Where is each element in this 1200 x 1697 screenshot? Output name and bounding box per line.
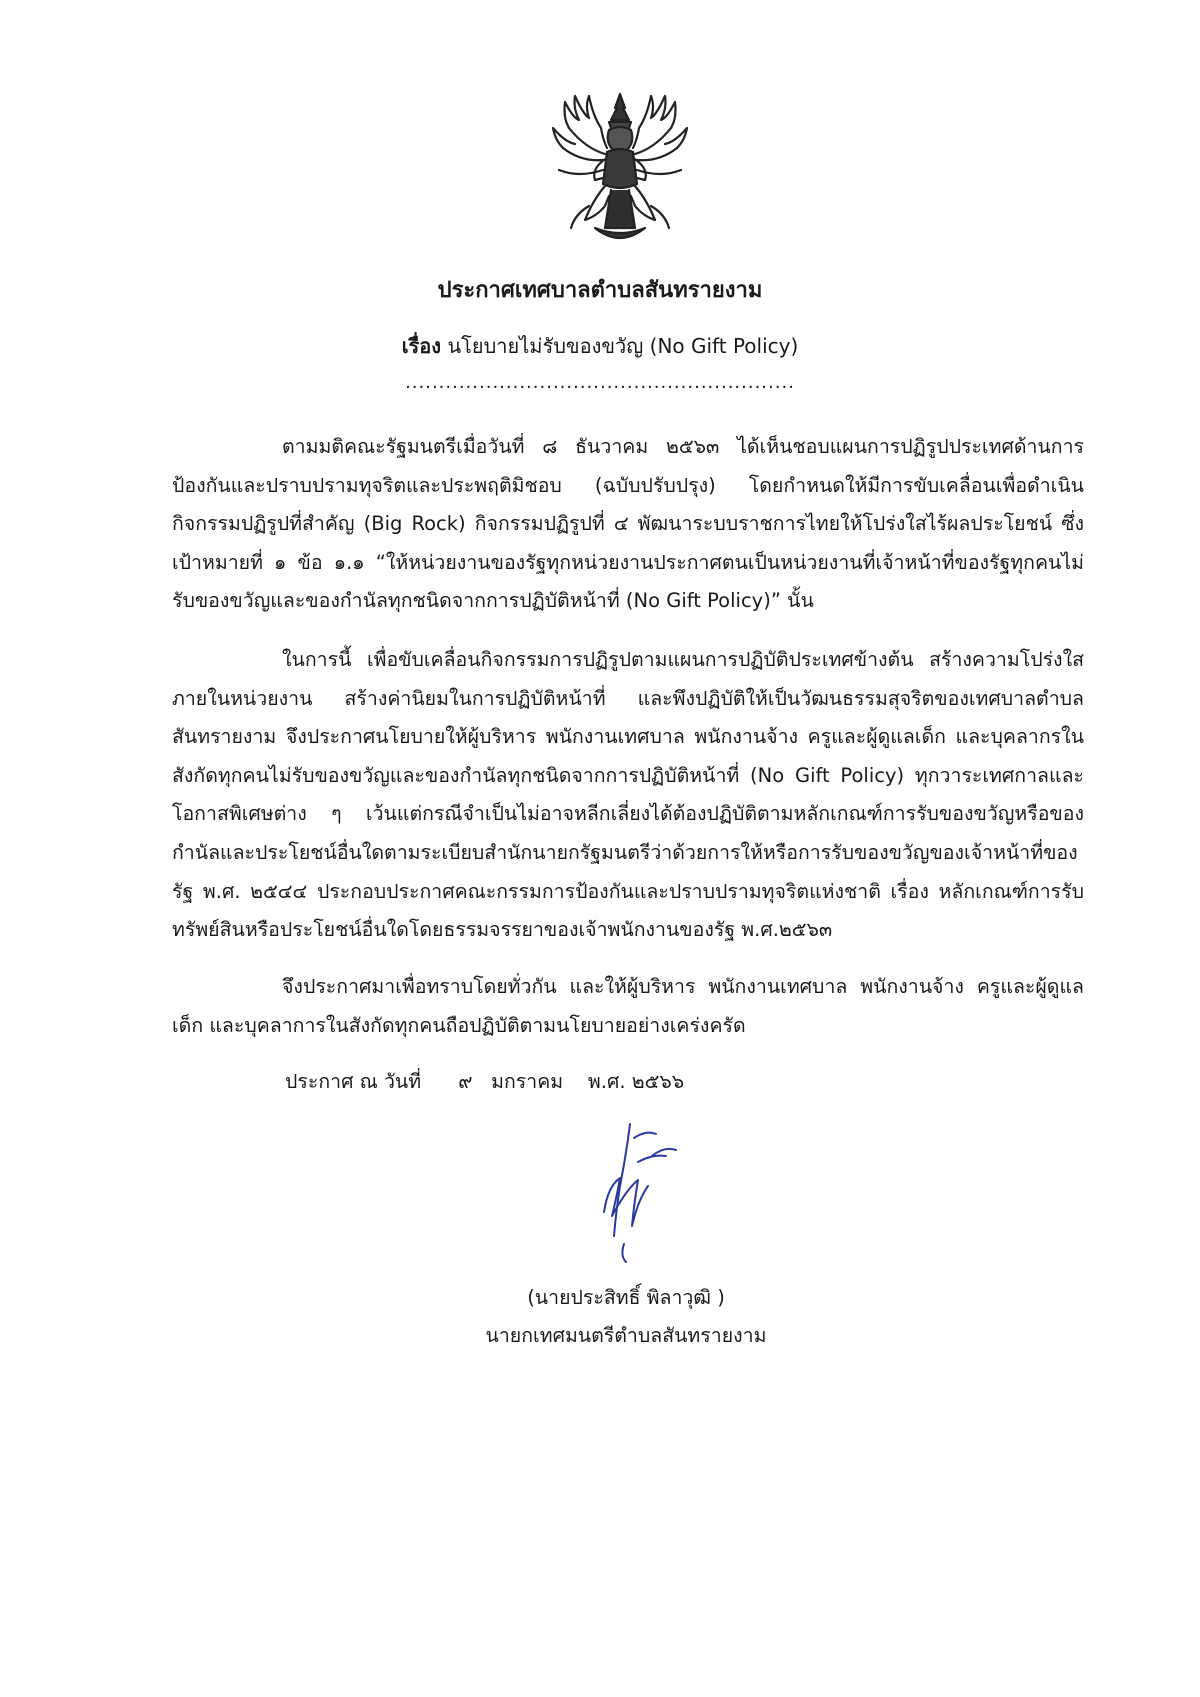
document-title: ประกาศเทศบาลตำบลสันทรายงาม [437, 278, 763, 303]
signer-position: นายกเทศมนตรีตำบลสันทรายงาม [485, 1324, 767, 1347]
paragraph-1: ตามมติคณะรัฐมนตรีเมื่อวันที่ ๘ ธันวาคม ๒๕๖๓ ได้เห็นชอบแผนการปฏิรูปประเทศด้านการป้องกันและปราบปรามทุจริตและประพฤติมิชอบ (ฉบับปรับปรุง) โดยกำหนดให้มีการขับเคลื่อนเพื่อดำเนินกิจกรรมปฏิรูปที่สำคัญ (Big Rock) กิจกรรมปฏิรูปที่ ๔ พัฒนาระบบราชการไทยให้โปร่งใสไร้ผลประโยชน์ ซึ่งเป้าหมายที่ ๑ ข้อ ๑.๑ “ให้หน่วยงานของรัฐทุกหน่วยงานประกาศตนเป็นหน่วยงานที่เจ้าหน้าที่ของรัฐทุกคนไม่รับของขวัญและของกำนัลทุกชนิดจากการปฏิบัติหน้าที่ (No Gift Policy)” นั้น [172, 435, 1084, 613]
handwritten-signature [590, 1116, 700, 1266]
garuda-emblem-icon [545, 88, 695, 250]
signer-name: (นายประสิทธิ์ พิลาวุฒิ ) [527, 1286, 725, 1309]
subject-label: เรื่อง [401, 334, 442, 358]
paragraph-2: ในการนี้ เพื่อขับเคลื่อนกิจกรรมการปฏิรูปตามแผนการปฏิบัติประเทศข้างต้น สร้างความโปร่งใสภายในหน่วยงาน สร้างค่านิยมในการปฏิบัติหน้าที่ และพึงปฏิบัติให้เป็นวัฒนธรรมสุจริตของเทศบาลตำบลสันทรายงาม จึงประกาศนโยบายให้ผู้บริหาร พนักงานเทศบาล พนักงานจ้าง ครูและผู้ดูแลเด็ก และบุคลากรในสังกัดทุกคนไม่รับของขวัญและของกำนัลทุกชนิดจากการปฏิบัติหน้าที่ (No Gift Policy) ทุกวาระเทศกาลและโอกาสพิเศษต่าง ๆ เว้นแต่กรณีจำเป็นไม่อาจหลีกเลี่ยงได้ต้องปฏิบัติตามหลักเกณฑ์การรับของขวัญหรือของกำนัลและประโยชน์อื่นใดตามระเบียบสำนักนายกรัฐมนตรีว่าด้วยการให้หรือการรับของขวัญของเจ้าหน้าที่ของรัฐ พ.ศ. ๒๕๔๔ ประกอบประกาศคณะกรรมการป้องกันและปราบปรามทุจริตแห่งชาติ เรื่อง หลักเกณฑ์การรับทรัพย์สินหรือประโยชน์อื่นใดโดยธรรมจรรยาของเจ้าพนักงานของรัฐ พ.ศ.๒๕๖๓ [172, 648, 1084, 942]
subject-text: นโยบายไม่รับของขวัญ (No Gift Policy) [447, 334, 799, 358]
dotted-separator: .......................................................... [405, 372, 795, 393]
announcement-dateline: ประกาศ ณ วันที่ ๙ มกราคม พ.ศ. ๒๕๖๖ [285, 1070, 685, 1093]
paragraph-3: จึงประกาศมาเพื่อทราบโดยทั่วกัน และให้ผู้บริหาร พนักงานเทศบาล พนักงานจ้าง ครูและผู้ดูแลเด็ก และบุคลาการในสังกัดทุกคนถือปฏิบัติตามนโยบายอย่างเคร่งครัด [172, 975, 1084, 1037]
document-subject [0, 330, 1200, 362]
